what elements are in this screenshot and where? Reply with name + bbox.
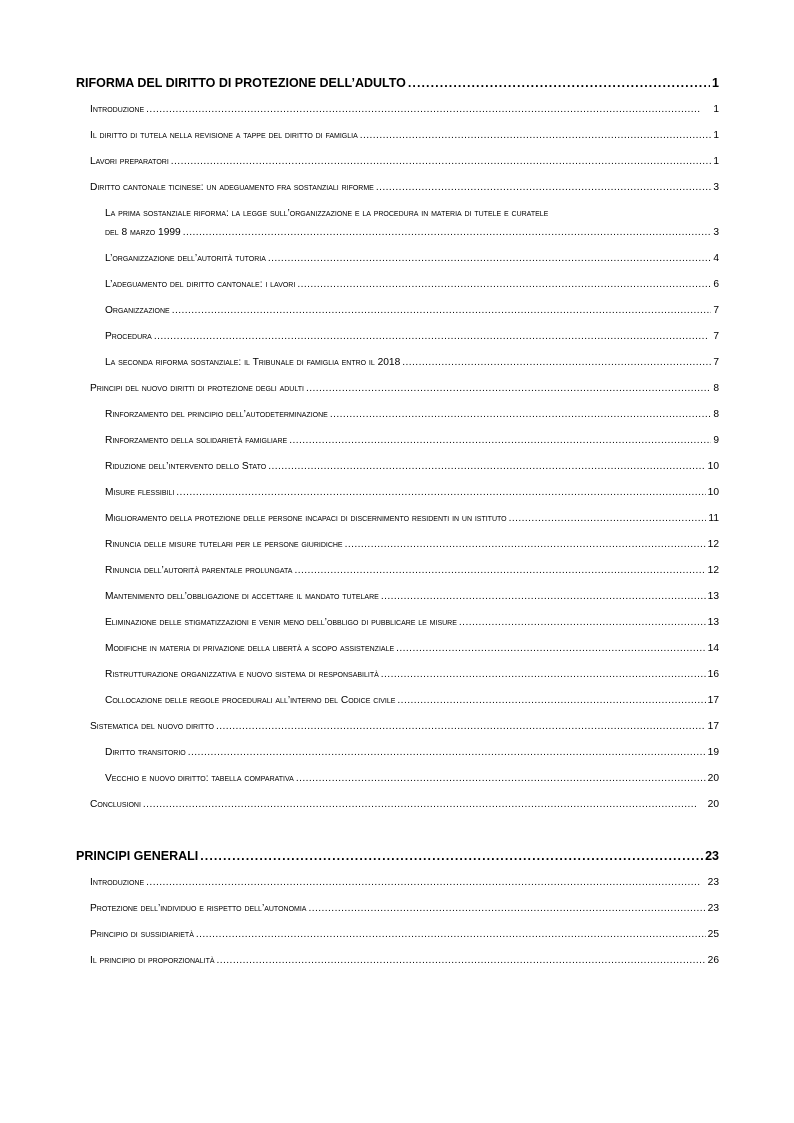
toc-entry-page: 7 — [713, 305, 719, 316]
toc-entry-page: 1 — [712, 76, 719, 90]
toc-entry-title: La seconda riforma sostanziale: il Tribunale di famiglia entro il 2018 — [105, 357, 401, 368]
toc-leader-dots — [459, 617, 706, 628]
toc-entry-title: Mantenimento dell’obbligazione di accettare il mandato tutelare — [105, 591, 379, 602]
toc-entry[interactable] — [105, 669, 719, 680]
toc-entry-section-title[interactable] — [76, 849, 719, 863]
toc-entry-title: Organizzazione — [105, 305, 170, 316]
toc-leader-dots — [196, 929, 706, 940]
toc-entry[interactable] — [105, 279, 719, 290]
toc-leader-dots — [183, 227, 712, 238]
toc-entry-title-line1: La prima sostanziale riforma: la legge sull’organizzazione e la procedura in materia di tutele e curatele — [105, 208, 549, 219]
toc-entry[interactable] — [90, 799, 719, 810]
toc-entry[interactable] — [105, 227, 719, 238]
toc-entry-page: 1 — [713, 130, 719, 141]
toc-entry[interactable] — [90, 903, 719, 914]
toc-entry-title: Eliminazione delle stigmatizzazioni e venir meno dell’obbligo di pubblicare le misure — [105, 617, 457, 628]
toc-entry[interactable] — [90, 877, 719, 888]
toc-leader-dots — [154, 331, 711, 342]
toc-entry-title: L’adeguamento del diritto cantonale: i lavori — [105, 279, 296, 290]
toc-entry[interactable] — [105, 409, 719, 420]
toc-entry-page: 20 — [707, 773, 719, 784]
toc-entry-page: 8 — [713, 383, 719, 394]
toc-entry-page: 20 — [707, 799, 719, 810]
toc-entry-page: 13 — [707, 617, 719, 628]
toc-entry-page: 17 — [707, 721, 719, 732]
toc-leader-dots — [217, 955, 706, 966]
toc-leader-dots — [396, 643, 706, 654]
toc-leader-dots — [289, 435, 711, 446]
toc-leader-dots — [360, 130, 712, 141]
toc-entry-title: Protezione dell’individuo e rispetto dell’autonomia — [90, 903, 307, 914]
toc-leader-dots — [296, 773, 706, 784]
toc-entry-page: 9 — [713, 435, 719, 446]
toc-entry-page: 23 — [707, 877, 719, 888]
toc-leader-dots — [268, 461, 705, 472]
toc-leader-dots — [308, 903, 705, 914]
toc-entry-page: 14 — [707, 643, 719, 654]
toc-entry[interactable] — [90, 721, 719, 732]
toc-entry-title: L’organizzazione dell’autorità tutoria — [105, 253, 266, 264]
toc-entry-page: 7 — [713, 331, 719, 342]
toc-entry[interactable] — [105, 331, 719, 342]
toc-entry-title: Principi del nuovo diritti di protezione degli adulti — [90, 383, 304, 394]
toc-entry-page: 10 — [707, 461, 719, 472]
toc-entry-page: 17 — [707, 695, 719, 706]
toc-entry-page: 26 — [707, 955, 719, 966]
toc-entry-section-title[interactable] — [76, 76, 719, 90]
toc-entry-page: 3 — [713, 182, 719, 193]
toc-leader-dots — [376, 182, 711, 193]
toc-entry-page: 8 — [713, 409, 719, 420]
toc-entry[interactable] — [105, 695, 719, 706]
toc-entry-title: Rinuncia delle misure tutelari per le persone giuridiche — [105, 539, 343, 550]
toc-entry-page: 1 — [713, 156, 719, 167]
toc-leader-dots — [171, 156, 712, 167]
toc-entry-page: 23 — [707, 903, 719, 914]
toc-entry-title: Conclusioni — [90, 799, 141, 810]
toc-leader-dots — [216, 721, 706, 732]
toc-entry-title: Modifiche in materia di privazione della libertà a scopo assistenziale — [105, 643, 395, 654]
toc-entry-page: 12 — [707, 539, 719, 550]
toc-entry[interactable] — [90, 929, 719, 940]
toc-entry-page: 12 — [707, 565, 719, 576]
toc-entry-title: RIFORMA DEL DIRITTO DI PROTEZIONE DELL’ADULTO — [76, 76, 406, 90]
toc-entry-title: Ristrutturazione organizzativa e nuovo sistema di responsabilità — [105, 669, 379, 680]
toc-entry-page: 3 — [713, 227, 719, 238]
toc-entry-title: Miglioramento della protezione delle persone incapaci di discernimento residenti in un istituto — [105, 513, 507, 524]
toc-entry-title: Introduzione — [90, 104, 145, 115]
toc-leader-dots — [306, 383, 711, 394]
toc-entry-page: 25 — [707, 929, 719, 940]
toc-entry-page: 13 — [707, 591, 719, 602]
toc-entry[interactable] — [105, 435, 719, 446]
toc-entry[interactable] — [105, 773, 719, 784]
toc-entry[interactable] — [105, 539, 719, 550]
toc-entry-page: 6 — [713, 279, 719, 290]
toc-entry[interactable] — [105, 253, 719, 264]
toc-leader-dots — [146, 104, 711, 115]
toc-leader-dots — [509, 513, 707, 524]
toc-entry-title: Rinuncia dell’autorità parentale prolungata — [105, 565, 293, 576]
toc-entry-title: Collocazione delle regole procedurali all’interno del Codice civile — [105, 695, 396, 706]
toc-leader-dots — [294, 565, 705, 576]
toc-entry-title: Lavori preparatori — [90, 156, 169, 167]
toc-entry-page: 1 — [713, 104, 719, 115]
toc-entry-page: 16 — [707, 669, 719, 680]
toc-entry[interactable] — [105, 643, 719, 654]
toc-leader-dots — [381, 591, 706, 602]
toc-entry-title: Vecchio e nuovo diritto: tabella comparativa — [105, 773, 294, 784]
toc-entry[interactable] — [105, 487, 719, 498]
toc-leader-dots — [408, 76, 710, 90]
toc-entry[interactable] — [90, 182, 719, 193]
toc-entry[interactable] — [105, 565, 719, 576]
toc-entry-page: 19 — [707, 747, 719, 758]
toc-entry-title: Rinforzamento del principio dell’autodeterminazione — [105, 409, 328, 420]
toc-leader-dots — [297, 279, 711, 290]
toc-leader-dots — [200, 849, 703, 863]
toc-entry-page: 10 — [707, 487, 719, 498]
toc-entry-title: Diritto transitorio — [105, 747, 186, 758]
toc-leader-dots — [345, 539, 706, 550]
toc-entry-title: Il diritto di tutela nella revisione a tappe del diritto di famiglia — [90, 130, 358, 141]
toc-entry[interactable] — [105, 305, 719, 316]
toc-entry-title: Riduzione dell’intervento dello Stato — [105, 461, 267, 472]
toc-entry-title: Sistematica del nuovo diritto — [90, 721, 214, 732]
toc-entry-title: Introduzione — [90, 877, 145, 888]
toc-entry-title: Principio di sussidiarietà — [90, 929, 194, 940]
toc-entry-title: PRINCIPI GENERALI — [76, 849, 199, 863]
toc-leader-dots — [176, 487, 705, 498]
toc-entry-title: Procedura — [105, 331, 152, 342]
toc-entry-title-line2: del 8 marzo 1999 — [105, 227, 181, 238]
toc-entry[interactable] — [90, 156, 719, 167]
toc-entry-title: Rinforzamento della solidarietà famigliare — [105, 435, 288, 446]
toc-entry-title: Diritto cantonale ticinese: un adeguamento fra sostanziali riforme — [90, 182, 374, 193]
toc-entry[interactable] — [105, 513, 719, 524]
toc-leader-dots — [146, 877, 705, 888]
toc-leader-dots — [330, 409, 712, 420]
toc-entry[interactable] — [105, 591, 719, 602]
toc-leader-dots — [397, 695, 705, 706]
toc-leader-dots — [188, 747, 706, 758]
toc-entry[interactable] — [90, 383, 719, 394]
toc-entry-page: 4 — [713, 253, 719, 264]
toc-leader-dots — [402, 357, 711, 368]
toc-entry[interactable] — [90, 955, 719, 966]
toc-entry[interactable] — [105, 617, 719, 628]
toc-entry[interactable] — [90, 130, 719, 141]
toc-entry[interactable] — [90, 104, 719, 115]
toc-leader-dots — [381, 669, 706, 680]
toc-entry[interactable] — [105, 357, 719, 368]
toc-leader-dots — [268, 253, 711, 264]
toc-entry[interactable] — [105, 461, 719, 472]
toc-entry-page: 7 — [713, 357, 719, 368]
toc-entry[interactable] — [105, 747, 719, 758]
toc-entry-page: 23 — [705, 849, 719, 863]
toc-entry-title: Misure flessibili — [105, 487, 175, 498]
toc-entry-page: 11 — [708, 513, 719, 524]
toc-leader-dots — [172, 305, 712, 316]
toc-leader-dots — [143, 799, 706, 810]
toc-entry-title: Il principio di proporzionalità — [90, 955, 215, 966]
